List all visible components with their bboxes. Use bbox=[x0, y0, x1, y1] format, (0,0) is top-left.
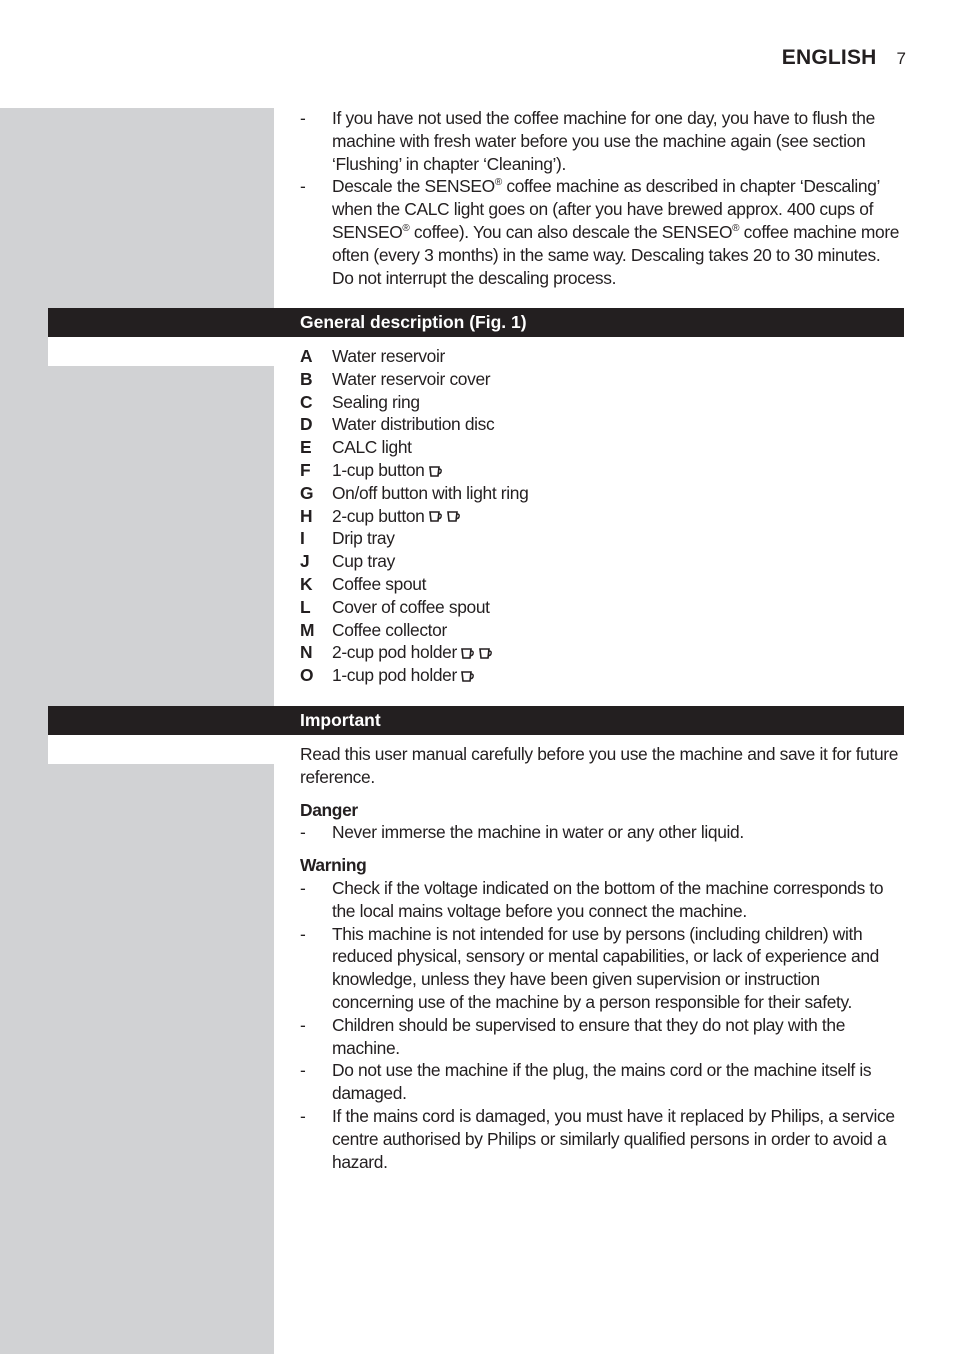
list-item bbox=[300, 619, 904, 642]
part-label: Drip tray bbox=[332, 528, 395, 549]
part-label: Coffee spout bbox=[332, 573, 427, 594]
cup-icons bbox=[425, 459, 443, 482]
list-item: - Children should be supervised to ensure that they do not play with the machine. bbox=[300, 1014, 846, 1058]
list-item bbox=[300, 641, 904, 664]
intro-bullets bbox=[300, 107, 904, 289]
cup-icon bbox=[428, 464, 443, 479]
cup-icon bbox=[478, 646, 493, 661]
list-item bbox=[300, 664, 904, 687]
part-label: Water distribution disc bbox=[332, 414, 495, 435]
part-letter: L bbox=[300, 596, 311, 617]
list-item bbox=[300, 527, 904, 550]
bullet-text: If the mains cord is damaged, you must have it replaced by Philips, a service centre authorised by Philips or similarly qualified persons in order to avoid a hazard. bbox=[332, 1105, 895, 1172]
cup-icon bbox=[460, 669, 475, 684]
cup-icon bbox=[428, 509, 443, 524]
language-label: ENGLISH bbox=[781, 46, 877, 69]
part-label: Sealing ring bbox=[332, 391, 420, 412]
bar-spacer bbox=[48, 735, 274, 764]
page-number: 7 bbox=[896, 49, 906, 68]
list-item: - If the mains cord is damaged, you must have it replaced by Philips, a service centre authorised by Philips or similarly qualified persons in order to avoid a hazard. bbox=[300, 1105, 895, 1172]
important-section bbox=[300, 743, 904, 1173]
section-bar-important bbox=[48, 706, 904, 735]
bar-spacer bbox=[48, 337, 274, 366]
part-label: Water reservoir bbox=[332, 346, 445, 366]
part-label: 2-cup button bbox=[332, 505, 425, 526]
bullet-text: Never immerse the machine in water or any other liquid. bbox=[332, 822, 744, 843]
part-label: Water reservoir cover bbox=[332, 368, 491, 389]
bullet-text: Do not use the machine if the plug, the mains cord or the machine itself is damaged. bbox=[332, 1060, 872, 1104]
part-letter: H bbox=[300, 505, 313, 526]
list-item bbox=[300, 368, 904, 391]
part-label: On/off button with light ring bbox=[332, 482, 529, 503]
part-letter: J bbox=[300, 551, 310, 572]
list-item bbox=[300, 436, 904, 459]
bullet-text: Children should be supervised to ensure that they do not play with the machine. bbox=[332, 1014, 846, 1058]
cup-icons bbox=[425, 505, 461, 528]
list-item bbox=[300, 391, 904, 414]
part-label: 1-cup pod holder bbox=[332, 665, 457, 686]
list-item bbox=[300, 345, 904, 368]
bullet-text: This machine is not intended for use by persons (including children) with reduced physical, sensory or mental capabilities, or lack of experience and knowledge, unless they have been given supervision or instruction concerning use of the machine by a person responsible for their safety. bbox=[332, 923, 879, 1012]
list-item bbox=[300, 596, 904, 619]
list-item bbox=[300, 550, 904, 573]
intro-paragraph: Read this user manual carefully before you use the machine and save it for future reference. bbox=[300, 744, 899, 787]
warning-heading: Warning bbox=[300, 855, 367, 876]
part-label: Cup tray bbox=[332, 551, 395, 572]
bullet-text: If you have not used the coffee machine for one day, you have to flush the machine with fresh water before you use the machine again (see section ‘Flushing’ in chapter ‘Cleaning’). bbox=[332, 108, 875, 174]
section-title: Important bbox=[300, 710, 381, 730]
list-item: - Do not use the machine if the plug, the mains cord or the machine itself is damaged. bbox=[300, 1060, 872, 1104]
list-item bbox=[300, 505, 904, 528]
part-letter: M bbox=[300, 619, 315, 640]
part-label: CALC light bbox=[332, 437, 412, 458]
cup-icon bbox=[460, 646, 475, 661]
part-letter: N bbox=[300, 642, 313, 663]
section-title: General description (Fig. 1) bbox=[300, 312, 527, 332]
list-item: - Descale the SENSEO® coffee machine as described in chapter ‘Descaling’ when the CALC light goes on (after you have brewed approx. 400 cups of SENSEO® coffee). You can also descale the SENSEO® coffee machine more often (every 3 months) in the same way. Descaling takes 20 to 30 minutes. Do not interrupt the descaling process. bbox=[300, 176, 900, 288]
cup-icons bbox=[457, 664, 475, 687]
list-item bbox=[300, 413, 904, 436]
list-item bbox=[300, 459, 904, 482]
list-item: - Check if the voltage indicated on the bottom of the machine corresponds to the local mains voltage before you connect the machine. bbox=[300, 877, 884, 921]
part-letter: K bbox=[300, 573, 313, 594]
page-header bbox=[782, 46, 906, 70]
cup-icons bbox=[457, 641, 493, 664]
danger-heading: Danger bbox=[300, 799, 358, 820]
cup-icon bbox=[446, 509, 461, 524]
list-item bbox=[300, 573, 904, 596]
bullet-text: Descale the SENSEO® coffee machine as described in chapter ‘Descaling’ when the CALC light goes on (after you have brewed approx. 400 cups of SENSEO® coffee). You can also descale the SENSEO® coffee machine more often (every 3 months) in the same way. Descaling takes 20 to 30 minutes. Do not interrupt the descaling process. bbox=[332, 176, 900, 288]
part-letter: B bbox=[300, 368, 313, 389]
part-letter: E bbox=[300, 437, 312, 458]
part-letter: O bbox=[300, 665, 314, 686]
part-label: 2-cup pod holder bbox=[332, 642, 457, 663]
part-letter: C bbox=[300, 391, 313, 412]
part-letter: G bbox=[300, 482, 314, 503]
bullet-text: Check if the voltage indicated on the bottom of the machine corresponds to the local mains voltage before you connect the machine. bbox=[332, 877, 884, 921]
list-item: - Never immerse the machine in water or any other liquid. bbox=[300, 822, 744, 843]
part-letter: I bbox=[300, 528, 305, 549]
part-label: Cover of coffee spout bbox=[332, 596, 490, 617]
part-label: 1-cup button bbox=[332, 459, 425, 480]
list-item: - If you have not used the coffee machine for one day, you have to flush the machine with fresh water before you use the machine again (see section ‘Flushing’ in chapter ‘Cleaning’). bbox=[300, 108, 875, 174]
list-item: - This machine is not intended for use by persons (including children) with reduced physical, sensory or mental capabilities, or lack of experience and knowledge, unless they have been given supervision or instruction concerning use of the machine by a person responsible for their safety. bbox=[300, 923, 879, 1012]
part-letter: F bbox=[300, 459, 311, 480]
part-label: Coffee collector bbox=[332, 619, 447, 640]
list-item bbox=[300, 482, 904, 505]
part-letter: D bbox=[300, 414, 313, 435]
part-letter: A bbox=[300, 346, 313, 366]
section-bar-general-description bbox=[48, 308, 904, 337]
parts-list bbox=[300, 345, 904, 687]
